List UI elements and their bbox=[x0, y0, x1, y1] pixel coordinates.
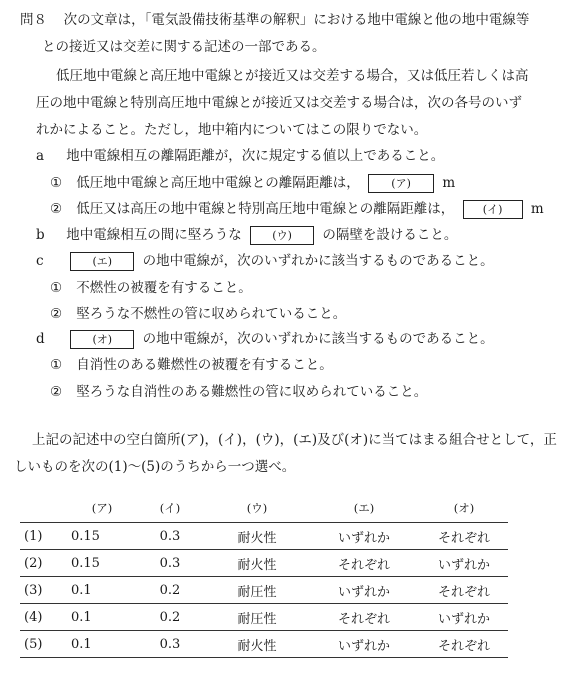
item-d-sub2-text: 堅ろうな自消性のある難燃性の管に収められていること。 bbox=[76, 384, 428, 400]
cell-e: いずれか bbox=[308, 631, 420, 658]
table-row[interactable] bbox=[20, 604, 508, 631]
header-o: (オ) bbox=[453, 501, 475, 515]
prompt-line-1: 上記の記述中の空白箇所(ア)，(イ)，(ウ)，(エ)及び(オ)に当てはまる組合せとして，正 bbox=[32, 432, 557, 448]
table-row[interactable] bbox=[20, 577, 508, 604]
cell-a: 0.1 bbox=[63, 604, 134, 631]
cell-e: それぞれ bbox=[308, 604, 420, 631]
cell-o: いずれか bbox=[420, 604, 508, 631]
cell-a: 0.15 bbox=[63, 523, 134, 550]
item-c-sub1 bbox=[50, 279, 252, 297]
blank-a: (ア) bbox=[368, 174, 434, 193]
choice-number: (5) bbox=[20, 631, 63, 658]
blank-o: (オ) bbox=[70, 330, 134, 349]
item-a-sub2 bbox=[50, 200, 544, 219]
cell-i: 0.2 bbox=[134, 577, 206, 604]
blank-i: (イ) bbox=[463, 200, 523, 219]
item-b-text-after: の隔壁を設けること。 bbox=[322, 227, 458, 243]
item-a-sub2-mark: ② bbox=[50, 201, 63, 217]
cell-o: それぞれ bbox=[420, 523, 508, 550]
item-c-sub2-mark: ② bbox=[50, 306, 63, 322]
body-line-1: 低圧地中電線と高圧地中電線とが接近又は交差する場合，又は低圧若しくは高 bbox=[56, 68, 529, 84]
cell-i: 0.3 bbox=[134, 523, 206, 550]
item-d-sub1-mark: ① bbox=[50, 357, 63, 373]
prompt-line-2: しいものを次の(1)～(5)のうちから一つ選べ。 bbox=[14, 459, 296, 475]
choice-number: (3) bbox=[20, 577, 63, 604]
cell-a: 0.1 bbox=[63, 631, 134, 658]
cell-e: いずれか bbox=[308, 577, 420, 604]
table-row[interactable] bbox=[20, 631, 508, 658]
item-b-text-before: 地中電線相互の間に堅ろうな bbox=[66, 227, 242, 243]
item-c-sub1-mark: ① bbox=[50, 280, 63, 296]
cell-o: それぞれ bbox=[420, 631, 508, 658]
header-e: (エ) bbox=[353, 501, 375, 515]
item-a-sub2-text: 低圧又は高圧の地中電線と特別高圧地中電線との離隔距離は， bbox=[76, 201, 455, 217]
item-d-sub1-text: 自消性のある難燃性の被覆を有すること。 bbox=[76, 357, 333, 373]
item-d-text: の地中電線が，次のいずれかに該当するものであること。 bbox=[142, 331, 494, 347]
answer-table bbox=[20, 494, 508, 658]
header-a: (ア) bbox=[91, 501, 113, 515]
choice-number: (4) bbox=[20, 604, 63, 631]
item-c-text: の地中電線が，次のいずれかに該当するものであること。 bbox=[142, 253, 494, 269]
item-c-sub2 bbox=[50, 305, 346, 323]
cell-e: それぞれ bbox=[308, 550, 420, 577]
item-c bbox=[36, 252, 494, 271]
item-d-sub1 bbox=[50, 356, 333, 374]
item-c-sub2-text: 堅ろうな不燃性の管に収められていること。 bbox=[76, 306, 347, 322]
cell-e: いずれか bbox=[308, 523, 420, 550]
cell-a: 0.1 bbox=[63, 577, 134, 604]
question-intro-line-2: との接近又は交差に関する記述の一部である。 bbox=[42, 39, 326, 55]
body-line-3: れかによること。ただし，地中箱内についてはこの限りでない。 bbox=[36, 122, 428, 138]
question-intro-text-1: 次の文章は，「電気設備技術基準の解釈」における地中電線と他の地中電線等 bbox=[63, 12, 530, 28]
choice-number: (1) bbox=[20, 523, 63, 550]
item-a-sub2-unit: m bbox=[530, 201, 544, 217]
item-c-label: c bbox=[36, 253, 44, 269]
blank-e: (エ) bbox=[70, 252, 134, 271]
table-row[interactable] bbox=[20, 550, 508, 577]
table-row[interactable] bbox=[20, 523, 508, 550]
header-i: (イ) bbox=[159, 501, 181, 515]
item-b-label: b bbox=[36, 227, 45, 243]
header-choice bbox=[20, 494, 63, 523]
cell-a: 0.15 bbox=[63, 550, 134, 577]
cell-i: 0.3 bbox=[134, 631, 206, 658]
cell-u: 耐火性 bbox=[206, 523, 308, 550]
choice-number: (2) bbox=[20, 550, 63, 577]
cell-u: 耐圧性 bbox=[206, 604, 308, 631]
item-d-label: d bbox=[36, 331, 45, 347]
item-d-sub2-mark: ② bbox=[50, 384, 63, 400]
item-d bbox=[36, 330, 494, 349]
item-a-sub1 bbox=[50, 174, 455, 193]
item-a-sub1-text: 低圧地中電線と高圧地中電線との離隔距離は， bbox=[76, 175, 360, 191]
item-a-label: a bbox=[36, 148, 45, 164]
item-c-sub1-text: 不燃性の被覆を有すること。 bbox=[76, 280, 252, 296]
question-intro-line-1 bbox=[20, 11, 529, 29]
cell-u: 耐圧性 bbox=[206, 577, 308, 604]
item-a-sub1-mark: ① bbox=[50, 175, 63, 191]
item-b bbox=[36, 226, 457, 245]
item-a-sub1-unit: m bbox=[442, 175, 456, 191]
item-d-sub2 bbox=[50, 383, 427, 401]
cell-o: いずれか bbox=[420, 550, 508, 577]
cell-u: 耐火性 bbox=[206, 631, 308, 658]
body-line-2: 圧の地中電線と特別高圧地中電線とが接近又は交差する場合は，次の各号のいず bbox=[36, 95, 522, 111]
header-u: (ウ) bbox=[246, 501, 268, 515]
question-number: 問８ bbox=[20, 12, 47, 28]
cell-i: 0.3 bbox=[134, 550, 206, 577]
cell-i: 0.2 bbox=[134, 604, 206, 631]
item-a bbox=[36, 147, 444, 165]
cell-o: それぞれ bbox=[420, 577, 508, 604]
cell-u: 耐火性 bbox=[206, 550, 308, 577]
blank-u: (ウ) bbox=[250, 226, 314, 245]
item-a-text: 地中電線相互の離隔距離が，次に規定する値以上であること。 bbox=[66, 148, 445, 164]
answer-table-header bbox=[20, 494, 508, 523]
